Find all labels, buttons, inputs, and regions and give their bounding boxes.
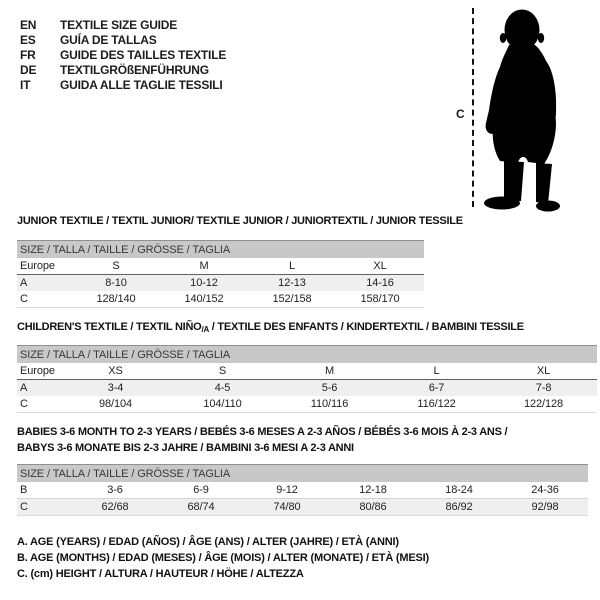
row-label: C <box>17 499 72 516</box>
cell-value: 110/116 <box>276 396 383 413</box>
guide-title: TEXTILE SIZE GUIDE <box>60 18 178 32</box>
cell-value: 140/152 <box>160 291 248 308</box>
cell-value: 18-24 <box>416 482 502 499</box>
cell-value: 98/104 <box>62 396 169 413</box>
size-header-bar <box>17 241 424 259</box>
height-measure-dashed-line <box>472 8 474 207</box>
cell-value: 5-6 <box>276 380 383 397</box>
row-label: B <box>17 482 72 499</box>
column-header: M <box>276 363 383 380</box>
cell-value: 6-7 <box>383 380 490 397</box>
cell-value: 158/170 <box>336 291 424 308</box>
language-row <box>20 48 226 63</box>
guide-title: GUÍA DE TALLAS <box>60 33 157 47</box>
cell-value: 104/110 <box>169 396 276 413</box>
guide-title: TEXTILGRÖßENFÜHRUNG <box>60 63 209 77</box>
legend-line-a: A. AGE (YEARS) / EDAD (AÑOS) / ÂGE (ANS) / ALTER (JAHRE) / ETÀ (ANNI) <box>17 536 399 548</box>
size-header-bar <box>17 346 597 364</box>
cell-value: 3-4 <box>62 380 169 397</box>
cell-value: 86/92 <box>416 499 502 516</box>
column-header: L <box>383 363 490 380</box>
cell-value: 128/140 <box>72 291 160 308</box>
language-code: IT <box>20 78 31 92</box>
language-code: EN <box>20 18 37 32</box>
table-row-height <box>17 291 424 308</box>
table-row-height <box>17 396 597 413</box>
size-header-label: SIZE / TALLA / TAILLE / GRÖSSE / TAGLIA <box>17 241 424 259</box>
cell-value: 92/98 <box>502 499 588 516</box>
column-header-row <box>17 363 597 380</box>
children-table-title <box>17 321 524 336</box>
cell-value: 10-12 <box>160 275 248 292</box>
children-title-sub: /A <box>201 325 209 334</box>
column-header-row <box>17 258 424 275</box>
guide-title: GUIDE DES TAILLES TEXTILE <box>60 48 227 62</box>
legend-line-c: C. (cm) HEIGHT / ALTURA / HAUTEUR / HÖHE / ALTEZZA <box>17 568 304 580</box>
junior-size-table <box>17 240 424 308</box>
babies-title-line1: BABIES 3-6 MONTH TO 2-3 YEARS / BEBÉS 3-6 MESES A 2-3 AÑOS / BÉBÉS 3-6 MOIS À 2-3 ANS / <box>17 426 508 438</box>
table-row-age <box>17 275 424 292</box>
table-row-age-months <box>17 482 588 499</box>
cell-value: 7-8 <box>490 380 597 397</box>
table-row-age <box>17 380 597 397</box>
row-label: C <box>17 291 72 308</box>
size-header-label: SIZE / TALLA / TAILLE / GRÖSSE / TAGLIA <box>17 346 597 364</box>
guide-title: GUIDA ALLE TAGLIE TESSILI <box>60 78 223 92</box>
language-row <box>20 33 226 48</box>
cell-value: 62/68 <box>72 499 158 516</box>
column-header: Europe <box>17 258 72 275</box>
cell-value: 122/128 <box>490 396 597 413</box>
cell-value: 8-10 <box>72 275 160 292</box>
language-code: FR <box>20 48 36 62</box>
column-header: S <box>72 258 160 275</box>
cell-value: 74/80 <box>244 499 330 516</box>
cell-value: 12-13 <box>248 275 336 292</box>
language-title-block <box>20 18 226 93</box>
column-header: XL <box>490 363 597 380</box>
cell-value: 3-6 <box>72 482 158 499</box>
children-title-pre: CHILDREN'S TEXTILE / TEXTIL NIÑO <box>17 321 202 333</box>
language-code: DE <box>20 63 37 77</box>
column-header: M <box>160 258 248 275</box>
size-header-bar <box>17 465 588 483</box>
cell-value: 9-12 <box>244 482 330 499</box>
legend-block <box>17 534 429 582</box>
size-header-label: SIZE / TALLA / TAILLE / GRÖSSE / TAGLIA <box>17 465 588 483</box>
cell-value: 12-18 <box>330 482 416 499</box>
row-label: A <box>17 275 72 292</box>
column-header: L <box>248 258 336 275</box>
row-label: A <box>17 380 62 397</box>
babies-table-title <box>17 424 577 456</box>
table-row-height <box>17 499 588 516</box>
column-header: Europe <box>17 363 62 380</box>
cell-value: 24-36 <box>502 482 588 499</box>
language-code: ES <box>20 33 36 47</box>
column-header: XS <box>62 363 169 380</box>
children-size-table <box>17 345 597 413</box>
cell-value: 4-5 <box>169 380 276 397</box>
language-row <box>20 78 226 93</box>
column-header: S <box>169 363 276 380</box>
language-row <box>20 63 226 78</box>
legend-line-b: B. AGE (MONTHS) / EDAD (MESES) / ÂGE (MOIS) / ALTER (MONATE) / ETÀ (MESI) <box>17 552 429 564</box>
row-label: C <box>17 396 62 413</box>
junior-table-title: JUNIOR TEXTILE / TEXTIL JUNIOR/ TEXTILE JUNIOR / JUNIORTEXTIL / JUNIOR TESSILE <box>17 215 463 227</box>
cell-value: 6-9 <box>158 482 244 499</box>
column-header: XL <box>336 258 424 275</box>
cell-value: 152/158 <box>248 291 336 308</box>
cell-value: 14-16 <box>336 275 424 292</box>
cell-value: 116/122 <box>383 396 490 413</box>
babies-title-line2: BABYS 3-6 MONATE BIS 2-3 JAHRE / BAMBINI 3-6 MESI A 2-3 ANNI <box>17 442 354 454</box>
baby-silhouette-icon <box>482 5 594 213</box>
height-measure-label: C <box>456 107 465 121</box>
language-row <box>20 18 226 33</box>
babies-size-table <box>17 464 588 516</box>
cell-value: 80/86 <box>330 499 416 516</box>
cell-value: 68/74 <box>158 499 244 516</box>
children-title-post: / TEXTILE DES ENFANTS / KINDERTEXTIL / BAMBINI TESSILE <box>208 321 524 333</box>
